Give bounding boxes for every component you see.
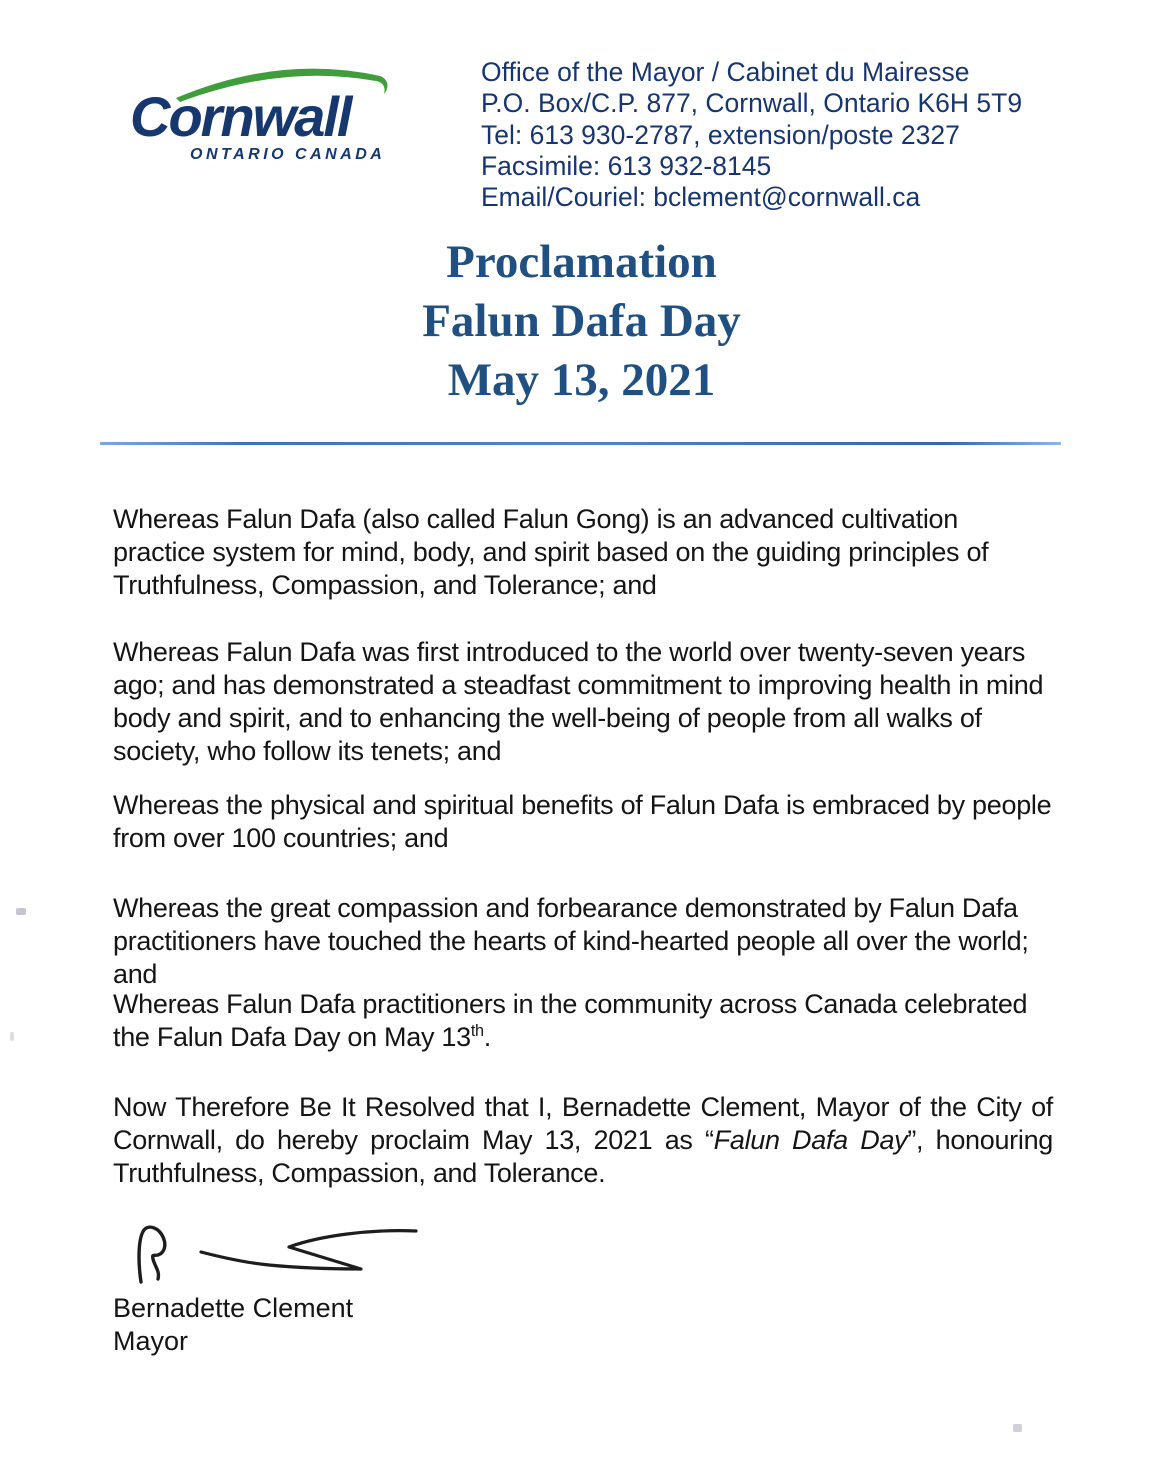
logo-tagline: ONTARIO CANADA (190, 146, 386, 163)
cornwall-logo (112, 56, 412, 171)
scan-speck (1013, 1424, 1022, 1432)
resolution-paragraph (113, 1091, 1053, 1190)
title-line-date: May 13, 2021 (447, 354, 716, 406)
resolution-text-before: Now Therefore Be It Resolved that I, Bernadette Clement, Mayor of the City of Cornwall, do hereby proclaim May 13, 2021 as “ (113, 1092, 1053, 1155)
resolution-italic-phrase: Falun Dafa Day (713, 1125, 908, 1155)
paragraph-5-text: Whereas Falun Dafa practitioners in the community across Canada celebrated the Falun Dafa Day on May 13 (113, 989, 1028, 1052)
signatory-role: Mayor (113, 1326, 189, 1356)
scan-speck (10, 1032, 14, 1041)
contact-block (481, 57, 1022, 213)
scan-speck (16, 908, 26, 915)
logo-wordmark: Cornwall (130, 85, 351, 148)
title-line-proclamation: Proclamation (446, 236, 717, 288)
title-divider (100, 442, 1061, 445)
ordinal-superscript: th (470, 1022, 484, 1040)
proclamation-title (0, 233, 1163, 410)
mayor-signature (108, 1220, 430, 1298)
whereas-paragraph-4: Whereas the great compassion and forbearance demonstrated by Falun Dafa practitioners have touched the hearts of kind-hearted people all over the world; and (113, 893, 1029, 989)
whereas-paragraph-3: Whereas the physical and spiritual benefits of Falun Dafa is embraced by people from over 100 countries; and (113, 790, 1052, 853)
contact-line-address: P.O. Box/C.P. 877, Cornwall, Ontario K6H 5T9 (481, 88, 1023, 119)
signature-block (113, 1292, 353, 1358)
title-line-event: Falun Dafa Day (422, 295, 741, 347)
contact-line-fax: Facsimile: 613 932-8145 (481, 150, 772, 181)
whereas-paragraph-2: Whereas Falun Dafa was first introduced to the world over twenty-seven years ago; and has demonstrated a steadfast commitment to improving health in mind body and spirit, and to enhancing the well-being of people from all walks of society, who follow its tenets; and (113, 637, 1044, 766)
contact-line-email: Email/Couriel: bclement@cornwall.ca (481, 182, 921, 213)
contact-line-office: Office of the Mayor / Cabinet du Mairesse (481, 57, 970, 87)
paragraph-5-period: . (483, 1022, 491, 1052)
resolution-text-after: ”, honouring Truthfulness, Compassion, and Tolerance. (113, 1125, 1054, 1188)
whereas-paragraph-1: Whereas Falun Dafa (also called Falun Gong) is an advanced cultivation practice system for mind, body, and spirit based on the guiding principles of Truthfulness, Compassion, and Tolerance; and (113, 504, 989, 600)
whereas-paragraph-5 (113, 988, 1053, 1054)
signatory-name: Bernadette Clement (113, 1293, 354, 1323)
contact-line-phone: Tel: 613 930-2787, extension/poste 2327 (481, 119, 960, 150)
